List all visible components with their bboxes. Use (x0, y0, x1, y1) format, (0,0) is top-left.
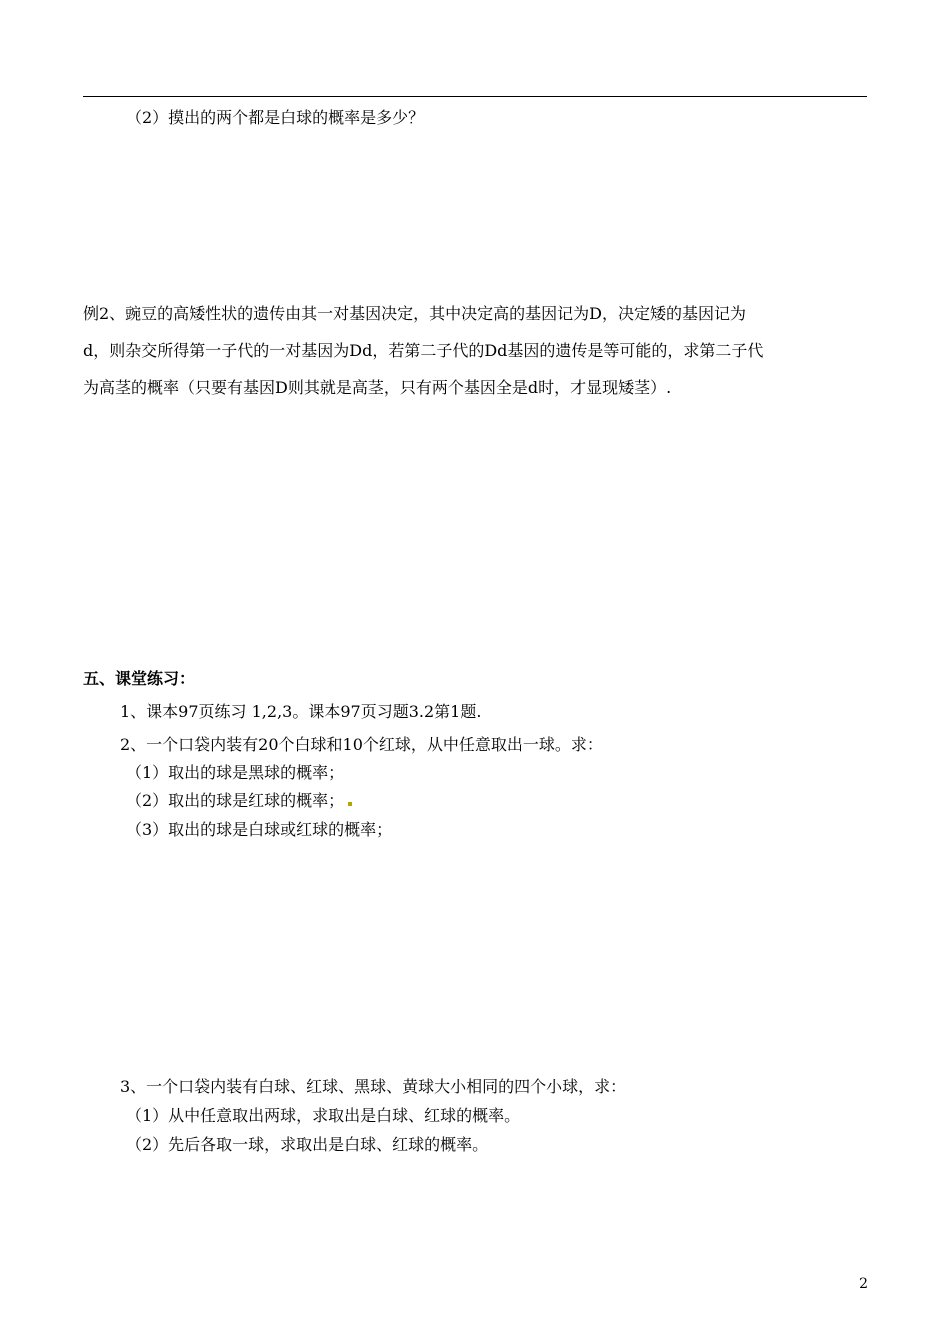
section-5-heading: 五、课堂练习： (83, 669, 196, 688)
exercise-1: 1、课本97页练习 1,2,3。课本97页习题3.2第1题. (120, 702, 482, 721)
exercise-3-sub-2: （2）先后各取一球，求取出是白球、红球的概率。 (126, 1135, 489, 1154)
header-rule (83, 96, 867, 97)
exercise-3-sub-1: （1）从中任意取出两球，求取出是白球、红球的概率。 (126, 1106, 521, 1125)
exercise-2-sub-2-row (126, 791, 352, 811)
example-2-line-1: 例2、豌豆的高矮性状的遗传由其一对基因决定，其中决定高的基因记为D，决定矮的基因记为 (83, 304, 747, 323)
exercise-2-sub-3: （3）取出的球是白球或红球的概率； (126, 820, 393, 839)
example-2-line-3: 为高茎的概率（只要有基因D则其就是高茎，只有两个基因全是d时，才显现矮茎）. (83, 378, 672, 397)
exercise-3: 3、一个口袋内装有白球、红球、黑球、黄球大小相同的四个小球，求： (120, 1077, 627, 1096)
exercise-2-sub-1: （1）取出的球是黑球的概率； (126, 763, 345, 782)
highlight-mark (348, 802, 352, 806)
example-2-paragraph (83, 295, 869, 406)
exercise-2-sub-2: （2）取出的球是红球的概率； (126, 791, 345, 810)
example-2-line-2: d，则杂交所得第一子代的一对基因为Dd，若第二子代的Dd基因的遗传是等可能的，求第二子代 (83, 341, 764, 360)
question-2-text: （2）摸出的两个都是白球的概率是多少？ (126, 108, 425, 127)
page-number: 2 (859, 1276, 868, 1292)
exercise-2: 2、一个口袋内装有20个白球和10个红球，从中任意取出一球。求： (120, 735, 603, 754)
